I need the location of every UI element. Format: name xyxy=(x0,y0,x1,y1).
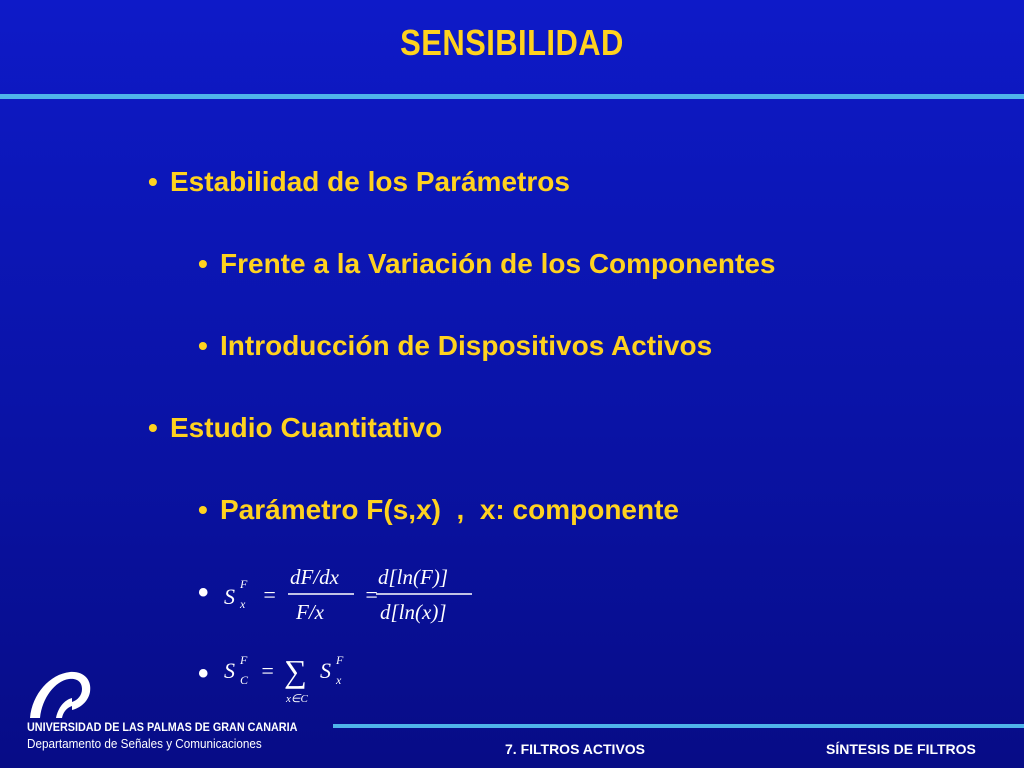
sensitivity-sum-formula xyxy=(220,644,370,710)
bullet-estudio-cuantitativo xyxy=(148,412,442,444)
bullet-marker: • xyxy=(198,494,208,525)
chapter-label: 7. FILTROS ACTIVOS xyxy=(505,741,646,757)
bullet-marker: • xyxy=(198,330,208,361)
slide-title: SENSIBILIDAD xyxy=(400,22,624,63)
formula-2-sub: C xyxy=(240,673,249,687)
bullet-text: Frente a la Variación de los Componentes xyxy=(220,248,776,279)
formula-2-S2: S xyxy=(320,658,331,683)
footer-divider xyxy=(333,724,1024,728)
formula-1-eq1: = xyxy=(262,582,277,607)
formula-2-sup2: F xyxy=(336,653,344,667)
university-name: UNIVERSIDAD DE LAS PALMAS DE GRAN CANARIA xyxy=(27,720,298,734)
bullet-estabilidad xyxy=(148,166,570,198)
department-name: Departamento de Señales y Comunicaciones xyxy=(27,736,262,751)
bullet-text: Estabilidad de los Parámetros xyxy=(170,166,570,197)
course-label: SÍNTESIS DE FILTROS xyxy=(826,741,976,757)
formula-1-den2: d[ln(x)] xyxy=(380,600,447,624)
formula-2-bullet: • xyxy=(198,657,209,690)
bullet-text: Introducción de Dispositivos Activos xyxy=(220,330,713,361)
bullet-text: Parámetro F(s,x) , x: componente xyxy=(220,494,679,525)
university-logo xyxy=(26,668,98,720)
bullet-parametro xyxy=(198,494,679,526)
formula-1-num2: d[ln(F)] xyxy=(378,565,448,589)
sensitivity-definition-formula xyxy=(220,556,480,632)
bullet-frente-variacion xyxy=(198,248,776,280)
sum-symbol: ∑ xyxy=(284,653,307,689)
formula-2-sub2: x xyxy=(336,673,342,687)
bullet-marker: • xyxy=(148,412,158,443)
formula-1-S: S xyxy=(224,584,235,609)
sum-subscript: x∈C xyxy=(286,693,308,705)
formula-1-eq2: = xyxy=(364,582,379,607)
bullet-dispositivos-activos xyxy=(198,330,712,362)
title-divider xyxy=(0,94,1024,99)
formula-1-sub: x xyxy=(240,597,246,611)
formula-2-eq: = xyxy=(260,658,275,683)
bullet-marker: • xyxy=(198,248,208,279)
formula-1-den1: F/x xyxy=(296,600,324,624)
bullet-marker: • xyxy=(148,166,158,197)
formula-2-sup: F xyxy=(240,653,248,667)
bullet-text: Estudio Cuantitativo xyxy=(170,412,443,443)
formula-2-S: S xyxy=(224,658,235,683)
formula-1-sup: F xyxy=(240,577,248,591)
formula-1-bullet: • xyxy=(198,576,209,609)
formula-1-num1: dF/dx xyxy=(290,565,339,589)
